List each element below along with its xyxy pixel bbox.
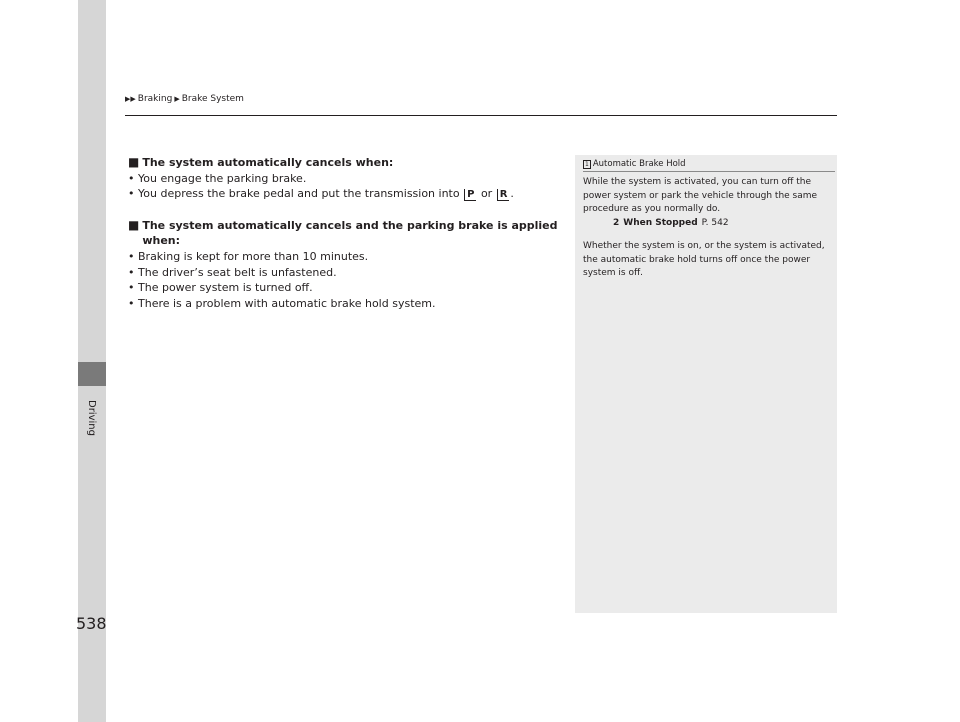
side-tab-label: Driving — [86, 400, 97, 436]
breadcrumb-arrow-icon: ▶▶ — [125, 95, 136, 103]
bullet-icon: • — [128, 171, 135, 185]
section-heading-text: The system automatically cancels when: — [142, 156, 394, 169]
bullet-icon: • — [128, 265, 135, 279]
side-note — [575, 155, 837, 613]
bullet-icon: • — [128, 187, 135, 201]
bullet-icon: • — [128, 281, 135, 295]
list-item-text: You depress the brake pedal and put the transmission into — [138, 187, 460, 201]
note-paragraph: Whether the system is on, or the system is activated, the automatic brake hold turns off once the power system is off. — [583, 241, 825, 278]
reference-title: When Stopped — [623, 217, 698, 228]
note-body — [583, 176, 833, 281]
page-number: 538 — [76, 614, 107, 633]
list-item-text: The power system is turned off. — [138, 281, 313, 295]
list-item — [128, 171, 558, 187]
or-text: or — [480, 187, 493, 201]
list-item-text: You engage the parking brake. — [138, 171, 307, 185]
reference-page: P. 542 — [701, 217, 729, 228]
reference-arrow-icon: 2 — [613, 217, 620, 228]
list-item — [128, 186, 558, 202]
cross-reference-link[interactable] — [583, 217, 833, 231]
side-tab-marker — [78, 362, 106, 386]
bullet-icon: • — [128, 296, 135, 310]
note-rule — [583, 171, 835, 172]
breadcrumb-item-brake-system[interactable]: Brake System — [181, 94, 244, 104]
section-heading-text: The system automatically cancels and the parking brake is applied when: — [142, 218, 558, 248]
list-item — [128, 280, 558, 296]
note-title-text: Automatic Brake Hold — [592, 159, 686, 169]
section-heading — [128, 218, 558, 249]
list-item — [128, 249, 558, 265]
bullet-icon: • — [128, 249, 135, 263]
list-item — [128, 265, 558, 281]
end-text: . — [510, 187, 514, 201]
note-title — [583, 159, 686, 169]
square-bullet-icon: ■ — [128, 217, 140, 232]
square-bullet-icon: ■ — [128, 155, 140, 169]
list-item-text: The driver’s seat belt is unfastened. — [138, 265, 337, 279]
note-number: 1 — [585, 160, 589, 168]
main-content — [128, 155, 558, 311]
note-paragraph: While the system is activated, you can turn off the power system or park the vehicle through the same procedure as you normally do. — [583, 177, 818, 214]
key-p: P — [464, 189, 476, 201]
header-rule — [125, 115, 837, 116]
breadcrumb-arrow-icon: ▶ — [174, 95, 180, 103]
key-r: R — [497, 189, 510, 201]
section-heading — [128, 155, 558, 171]
list-item-text: There is a problem with automatic brake hold system. — [138, 296, 436, 310]
breadcrumb — [125, 94, 246, 104]
list-item — [128, 296, 558, 312]
list-item-text: Braking is kept for more than 10 minutes. — [138, 249, 369, 263]
breadcrumb-item-braking[interactable]: Braking — [137, 94, 173, 104]
